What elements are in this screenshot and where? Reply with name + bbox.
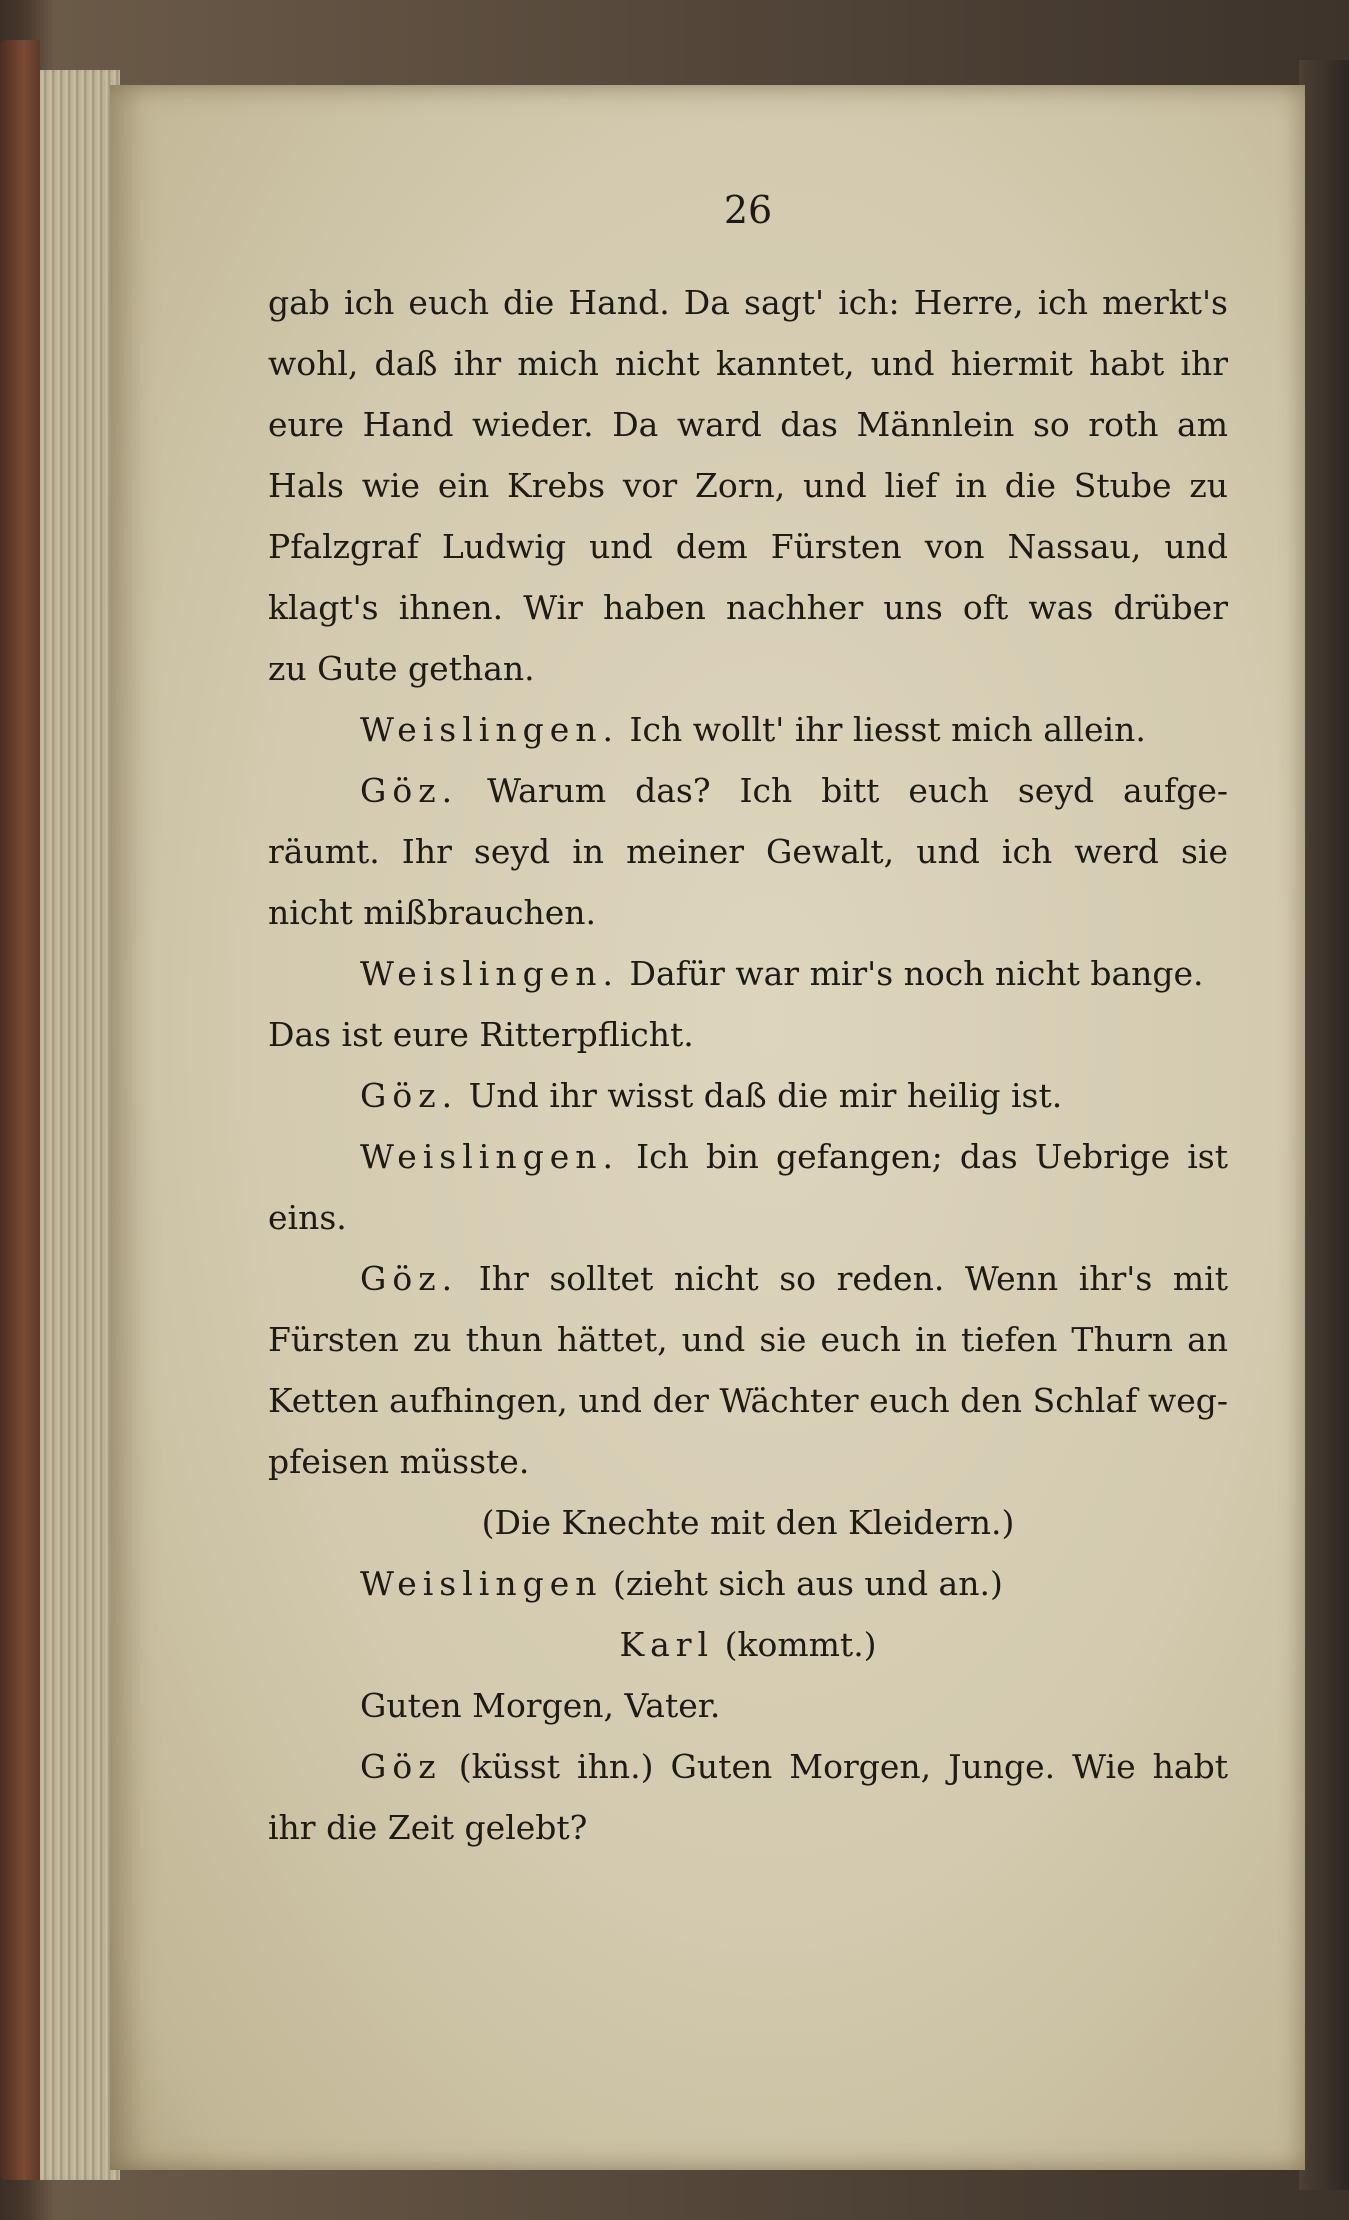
speaker-name: Göz.: [360, 1259, 459, 1298]
text-line: [268, 1797, 1228, 1858]
speaker-name: Weislingen.: [360, 710, 620, 749]
text-line: [268, 577, 1228, 638]
line-text: Und ihr wisst daß die mir heilig ist.: [468, 1076, 1063, 1115]
text-line: [268, 333, 1228, 394]
line-text: (kommt.): [724, 1625, 877, 1664]
line-text: räumt. Ihr seyd in meiner Gewalt, und ich werd sie: [268, 832, 1228, 871]
line-text: (küsst ihn.) Guten Morgen, Junge. Wie habt: [458, 1747, 1228, 1786]
page-edges: [40, 70, 120, 2180]
text-line: [268, 1736, 1228, 1797]
line-text: eure Hand wieder. Da ward das Männlein so roth am: [268, 405, 1228, 444]
speaker-name: Weislingen.: [360, 1137, 620, 1176]
speaker-name: Göz.: [360, 771, 459, 810]
text-line: [268, 1614, 1228, 1675]
line-text: Guten Morgen, Vater.: [360, 1686, 721, 1725]
line-text: Ich wollt' ihr liesst mich allein.: [629, 710, 1146, 749]
text-line: [268, 1553, 1228, 1614]
line-text: zu Gute gethan.: [268, 649, 535, 688]
line-text: gab ich euch die Hand. Da sagt' ich: Herre, ich merkt's: [268, 283, 1228, 322]
speaker-name: Weislingen.: [360, 954, 620, 993]
text-line: [268, 1675, 1228, 1736]
line-text: Warum das? Ich bitt euch seyd aufge-: [487, 771, 1228, 810]
speaker-name: Göz: [360, 1747, 442, 1786]
text-line: [268, 394, 1228, 455]
text-line: [268, 1187, 1228, 1248]
line-text: nicht mißbrauchen.: [268, 893, 597, 932]
line-text: Hals wie ein Krebs vor Zorn, und lief in die Stube zu: [268, 466, 1228, 505]
line-text: Ich bin gefangen; das Uebrige ist: [636, 1137, 1228, 1176]
text-line: [268, 699, 1228, 760]
text-line: [268, 882, 1228, 943]
line-text: eins.: [268, 1198, 347, 1237]
book-right-edge: [1299, 60, 1349, 2190]
book-cover-edge: [0, 40, 40, 2180]
line-text: ihr die Zeit gelebt?: [268, 1808, 588, 1847]
text-line: [268, 516, 1228, 577]
text-line: [268, 1065, 1228, 1126]
text-line: [268, 1309, 1228, 1370]
line-text: Ketten aufhingen, und der Wächter euch den Schlaf weg-: [268, 1381, 1228, 1420]
line-text: wohl, daß ihr mich nicht kanntet, und hiermit habt ihr: [268, 344, 1228, 383]
line-text: (Die Knechte mit den Kleidern.): [481, 1503, 1015, 1542]
line-text: Das ist eure Ritterpflicht.: [268, 1015, 694, 1054]
line-text: klagt's ihnen. Wir haben nachher uns oft was drüber: [268, 588, 1228, 627]
text-line: [268, 1004, 1228, 1065]
line-text: (zieht sich aus und an.): [613, 1564, 1003, 1603]
text-lines: [268, 272, 1228, 1858]
text-line: [268, 821, 1228, 882]
text-line: [268, 1126, 1228, 1187]
line-text: Fürsten zu thun hättet, und sie euch in tiefen Thurn an: [268, 1320, 1228, 1359]
text-line: [268, 1370, 1228, 1431]
text-line: [268, 760, 1228, 821]
line-text: pfeisen müsste.: [268, 1442, 530, 1481]
text-line: [268, 943, 1228, 1004]
page-number: 26: [723, 188, 773, 232]
text-line: [268, 638, 1228, 699]
line-text: Ihr solltet nicht so reden. Wenn ihr's mit: [478, 1259, 1228, 1298]
text-line: [268, 272, 1228, 333]
speaker-name: Karl: [619, 1625, 715, 1664]
speaker-name: Weislingen: [360, 1564, 603, 1603]
text-line: [268, 455, 1228, 516]
text-line: [268, 1431, 1228, 1492]
line-text: Pfalzgraf Ludwig und dem Fürsten von Nassau, und: [268, 527, 1228, 566]
line-text: Dafür war mir's noch nicht bange.: [629, 954, 1204, 993]
text-line: [268, 1248, 1228, 1309]
text-line: [268, 1492, 1228, 1553]
speaker-name: Göz.: [360, 1076, 459, 1115]
